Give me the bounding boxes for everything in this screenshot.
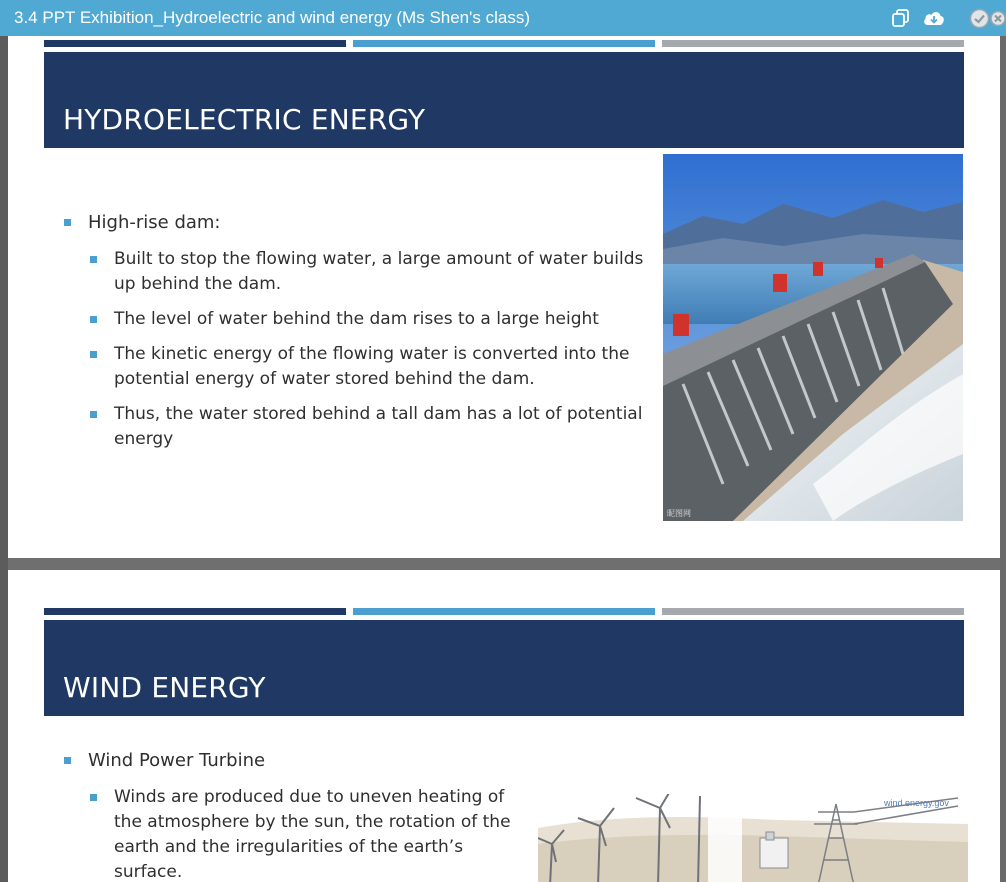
cloud-download-icon[interactable] — [922, 7, 946, 29]
copy-icon[interactable] — [890, 7, 912, 29]
slide-wind — [8, 570, 1000, 882]
titlebar-actions — [890, 0, 1006, 36]
accent-bar-gray — [662, 40, 964, 47]
slide-title-banner — [44, 52, 964, 148]
sub-bullet-item: Thus, the water stored behind a tall dam has a lot of potential energy — [64, 402, 644, 452]
svg-text:昵图网: 昵图网 — [667, 509, 691, 518]
bullet-item: Wind Power Turbine — [64, 748, 534, 773]
accent-bar-blue — [353, 40, 655, 47]
dam-photo — [663, 154, 963, 521]
sub-bullet-item: The level of water behind the dam rises to a large height — [64, 307, 644, 332]
slide-hydroelectric — [8, 36, 1000, 558]
image-credit: wind.energy.gov — [884, 798, 949, 808]
slide-title-banner — [44, 620, 964, 716]
sub-bullet-item: Winds are produced due to uneven heating of the atmosphere by the sun, the rotation of the earth and the irregularities of the earth’s surface. — [64, 785, 534, 882]
slide-title: HYDROELECTRIC ENERGY — [63, 103, 426, 136]
bullet-list — [64, 210, 644, 462]
viewer-left-edge — [0, 36, 8, 882]
sub-bullet-item: The kinetic energy of the flowing water is converted into the potential energy of water stored behind the dam. — [64, 342, 644, 392]
check-circle-icon[interactable] — [968, 7, 990, 29]
viewer-right-edge — [1000, 36, 1006, 882]
accent-bar-blue — [353, 608, 655, 615]
slide-title: WIND ENERGY — [63, 671, 266, 704]
accent-bar-dark — [44, 608, 346, 615]
bullet-item: High-rise dam: — [64, 210, 644, 235]
slide-viewer[interactable] — [0, 36, 1006, 882]
window-title: 3.4 PPT Exhibition_Hydroelectric and wind energy (Ms Shen's class) — [14, 8, 531, 27]
window-titlebar — [0, 0, 1006, 36]
accent-bar-gray — [662, 608, 964, 615]
accent-bar-dark — [44, 40, 346, 47]
sub-bullet-item: Built to stop the flowing water, a large amount of water builds up behind the dam. — [64, 247, 644, 297]
bullet-list — [64, 748, 534, 882]
close-circle-icon[interactable] — [990, 7, 1006, 29]
